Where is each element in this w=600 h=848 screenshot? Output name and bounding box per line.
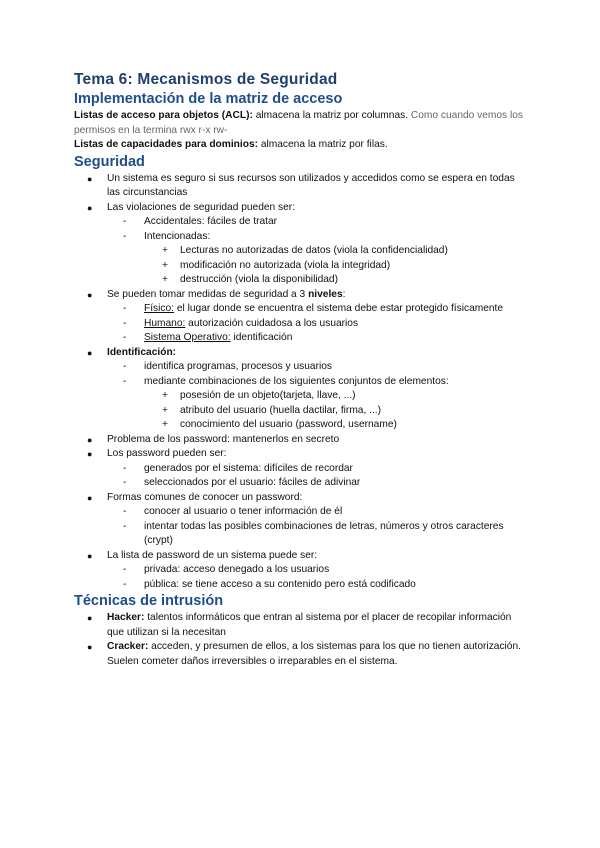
item-bold: niveles: [308, 288, 343, 300]
list-item: [107, 520, 530, 549]
bullet-icon: ●: [87, 173, 93, 184]
item-text: destrucción (viola la disponibilidad): [180, 274, 338, 285]
list-item: [144, 404, 530, 419]
list-item: [74, 172, 530, 201]
list-item: [107, 505, 530, 520]
document-page: [74, 70, 530, 669]
plus-icon: +: [162, 245, 168, 256]
plus-icon: +: [162, 419, 168, 430]
item-text: atributo del usuario (huella dactilar, firma, ...): [180, 404, 382, 416]
item-text: Accidentales: fáciles de tratar: [144, 216, 278, 227]
list-item: [144, 273, 530, 288]
bullet-icon: ●: [87, 434, 93, 445]
dash-icon: -: [123, 317, 127, 329]
item-text: generados por el sistema: difíciles de recordar: [144, 462, 353, 474]
paragraph-acl: [74, 109, 530, 138]
sublist: [111, 360, 530, 433]
plus-icon: +: [162, 404, 168, 416]
item-text: conocer al usuario o tener información de él: [144, 506, 343, 517]
list-item: [74, 433, 530, 448]
sublist: [111, 215, 530, 288]
sublist: [111, 302, 530, 346]
dash-icon: -: [123, 375, 127, 387]
list-item: [107, 302, 530, 317]
dash-icon: -: [123, 477, 127, 488]
bullet-icon: ●: [87, 642, 93, 652]
list-item: [74, 549, 530, 593]
dash-icon: -: [123, 520, 127, 532]
dash-icon: -: [123, 216, 127, 227]
item-text: privada: acceso denegado a los usuarios: [144, 564, 330, 575]
heading-security: Seguridad: [74, 153, 145, 170]
sublist: [144, 244, 530, 288]
list-item: [144, 418, 530, 433]
plus-icon: +: [162, 390, 168, 401]
bullet-icon: ●: [87, 449, 93, 459]
bullet-icon: ●: [87, 202, 93, 213]
item-text: Se pueden tomar medidas de seguridad a 3: [107, 288, 309, 300]
item-text: acceden, y presumen de ellos, a los sistemas para los que no tienen autorización. Suelen cometer daños irreversibles o irreparables en el sistema.: [107, 641, 521, 667]
item-text: Problema de los password: mantenerlos en secreto: [107, 433, 340, 445]
dash-icon: -: [123, 303, 127, 314]
bullet-icon: ●: [87, 492, 93, 503]
list-item: [74, 201, 530, 288]
acl-text: almacena la matriz por columnas.: [252, 110, 411, 121]
list-item: [74, 346, 530, 433]
list-item: [144, 389, 530, 404]
acl-label: Listas de acceso para objetos (ACL):: [74, 110, 253, 121]
bullet-icon: ●: [87, 347, 93, 358]
list-item: [107, 462, 530, 477]
item-text: talentos informáticos que entran al sistema por el placer de recopilar información que utilizan si la necesitan: [107, 612, 512, 638]
item-text: :: [342, 288, 346, 300]
acl-note: Como cuando vemos los permisos en la termina rwx r-x rw-: [74, 110, 524, 136]
item-text: identifica programas, procesos y usuarios: [144, 361, 332, 372]
list-item: [107, 578, 530, 593]
item-label: Sistema Operativo:: [144, 332, 231, 343]
list-item: [74, 611, 530, 640]
cap-text: almacena la matriz por filas.: [258, 139, 388, 150]
item-text: Un sistema es seguro si sus recursos son utilizados y accedidos como se espera en todas las circunstancias: [107, 172, 515, 198]
dash-icon: -: [123, 564, 127, 575]
item-text: Formas comunes de conocer un password:: [107, 491, 303, 503]
item-label: Físico:: [144, 303, 175, 314]
cap-label: Listas de capacidades para dominios:: [74, 139, 259, 150]
item-text: Las violaciones de seguridad pueden ser:: [107, 201, 296, 213]
list-item: [107, 360, 530, 375]
sublist: [111, 563, 530, 592]
dash-icon: -: [123, 230, 127, 242]
dash-icon: -: [123, 332, 127, 343]
item-text: mediante combinaciones de los siguientes conjuntos de elementos:: [144, 375, 449, 387]
item-text: Los password pueden ser:: [107, 448, 227, 459]
dash-icon: -: [123, 361, 127, 372]
item-text: autorización cuidadosa a los usuarios: [185, 317, 359, 329]
list-item: [144, 259, 530, 274]
list-item: [74, 447, 530, 491]
intrusion-list: [74, 611, 530, 669]
list-item: [107, 476, 530, 491]
bullet-icon: ●: [87, 550, 93, 561]
item-text: seleccionados por el usuario: fáciles de adivinar: [144, 477, 361, 488]
document-title: Tema 6: Mecanismos de Seguridad: [74, 71, 338, 88]
list-item: [107, 563, 530, 578]
item-text: pública: se tiene acceso a su contenido pero está codificado: [144, 578, 416, 590]
dash-icon: -: [123, 462, 127, 474]
item-text: identificación: [230, 332, 293, 343]
bullet-icon: ●: [87, 613, 93, 623]
item-bold: Cracker:: [107, 641, 149, 652]
item-text: posesión de un objeto(tarjeta, llave, ...): [180, 390, 356, 401]
sublist: [111, 462, 530, 491]
paragraph-capabilities: [74, 138, 530, 153]
security-list: [74, 172, 530, 593]
item-text: Intencionadas:: [144, 230, 211, 242]
list-item: [144, 244, 530, 259]
item-text: intentar todas las posibles combinaciones de letras, números y otros caracteres (crypt): [144, 520, 504, 546]
item-bold: Identificación:: [107, 346, 177, 358]
item-bold: Hacker:: [107, 612, 145, 623]
list-item: [107, 331, 530, 346]
plus-icon: +: [162, 259, 168, 271]
list-item: [107, 215, 530, 230]
list-item: [74, 491, 530, 549]
sublist: [144, 389, 530, 433]
item-text: Lecturas no autorizadas de datos (viola la confidencialidad): [180, 245, 448, 256]
item-text: conocimiento del usuario (password, username): [180, 419, 397, 430]
list-item: [74, 288, 530, 346]
sublist: [111, 505, 530, 549]
heading-access-matrix: Implementación de la matriz de acceso: [74, 91, 343, 107]
list-item: [107, 317, 530, 332]
dash-icon: -: [123, 578, 127, 590]
list-item: [107, 375, 530, 433]
bullet-icon: ●: [87, 289, 93, 300]
item-text: el lugar donde se encuentra el sistema debe estar protegido físicamente: [174, 303, 504, 314]
item-label: Humano:: [144, 317, 186, 329]
dash-icon: -: [123, 506, 127, 517]
plus-icon: +: [162, 274, 168, 285]
heading-intrusion: Técnicas de intrusión: [74, 593, 224, 609]
list-item: [74, 640, 530, 669]
item-text: modificación no autorizada (viola la integridad): [180, 259, 391, 271]
item-text: La lista de password de un sistema puede ser:: [107, 549, 318, 561]
list-item: [107, 230, 530, 288]
